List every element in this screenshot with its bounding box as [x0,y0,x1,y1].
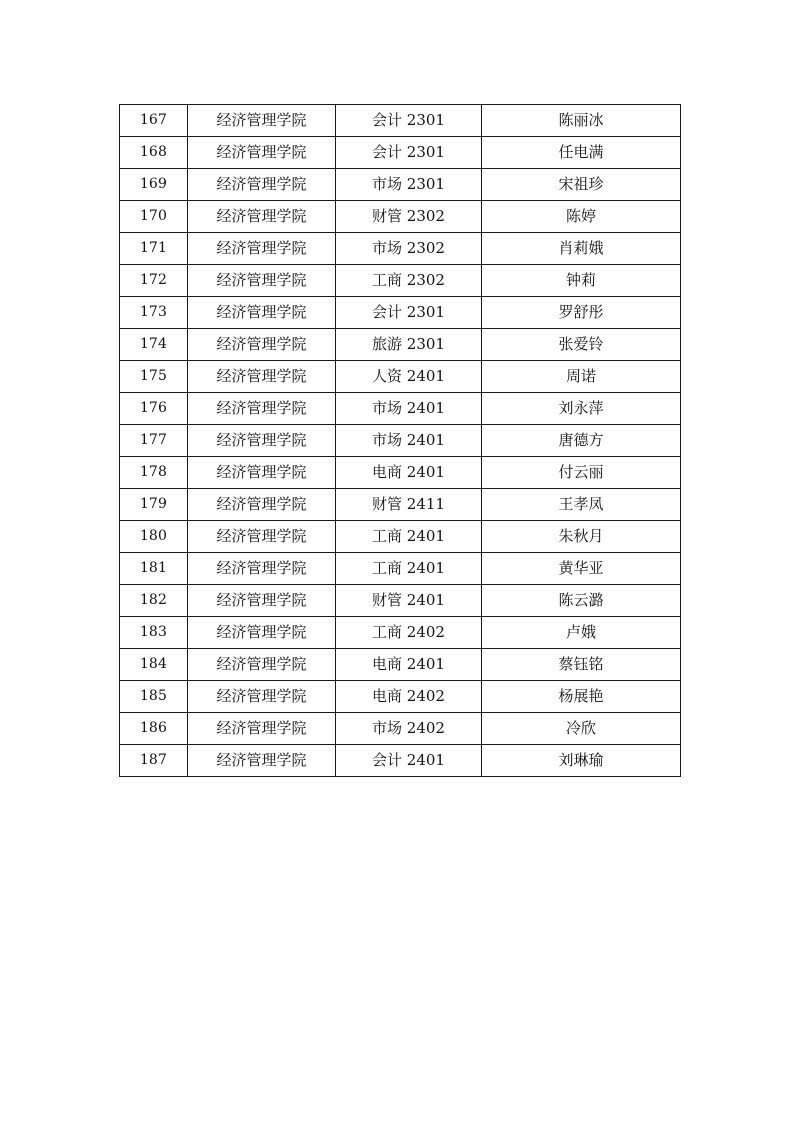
college-cell: 经济管理学院 [188,169,336,201]
row-number: 167 [120,105,188,137]
row-number: 173 [120,297,188,329]
class-cell: 会计 2301 [336,137,482,169]
student-name-cell: 宋祖珍 [482,169,681,201]
college-cell: 经济管理学院 [188,649,336,681]
row-number: 175 [120,361,188,393]
table-row [120,681,681,713]
student-name-cell: 张爱铃 [482,329,681,361]
class-cell: 电商 2401 [336,457,482,489]
table-row [120,713,681,745]
row-number: 187 [120,745,188,777]
student-name-cell: 冷欣 [482,713,681,745]
college-cell: 经济管理学院 [188,425,336,457]
college-cell: 经济管理学院 [188,489,336,521]
college-cell: 经济管理学院 [188,617,336,649]
student-name-cell: 罗舒彤 [482,297,681,329]
table-row [120,201,681,233]
class-cell: 工商 2401 [336,553,482,585]
row-number: 178 [120,457,188,489]
student-name-cell: 杨展艳 [482,681,681,713]
college-cell: 经济管理学院 [188,745,336,777]
table-row [120,265,681,297]
class-cell: 电商 2401 [336,649,482,681]
student-name-cell: 肖莉娥 [482,233,681,265]
table-row [120,361,681,393]
student-name-cell: 蔡钰铭 [482,649,681,681]
row-number: 180 [120,521,188,553]
student-name-cell: 刘琳瑜 [482,745,681,777]
student-name-cell: 朱秋月 [482,521,681,553]
table-row [120,169,681,201]
class-cell: 市场 2401 [336,393,482,425]
class-cell: 市场 2302 [336,233,482,265]
row-number: 181 [120,553,188,585]
college-cell: 经济管理学院 [188,137,336,169]
table-row [120,105,681,137]
college-cell: 经济管理学院 [188,297,336,329]
college-cell: 经济管理学院 [188,713,336,745]
table-row [120,393,681,425]
table-row [120,297,681,329]
college-cell: 经济管理学院 [188,233,336,265]
student-name-cell: 任电满 [482,137,681,169]
row-number: 179 [120,489,188,521]
table-row [120,745,681,777]
class-cell: 工商 2401 [336,521,482,553]
table-row [120,425,681,457]
class-cell: 市场 2402 [336,713,482,745]
roster-body [120,105,681,777]
row-number: 171 [120,233,188,265]
college-cell: 经济管理学院 [188,457,336,489]
student-name-cell: 黄华亚 [482,553,681,585]
class-cell: 市场 2301 [336,169,482,201]
class-cell: 财管 2401 [336,585,482,617]
class-cell: 会计 2401 [336,745,482,777]
row-number: 172 [120,265,188,297]
row-number: 182 [120,585,188,617]
college-cell: 经济管理学院 [188,393,336,425]
college-cell: 经济管理学院 [188,585,336,617]
table-row [120,617,681,649]
row-number: 169 [120,169,188,201]
college-cell: 经济管理学院 [188,329,336,361]
row-number: 183 [120,617,188,649]
table-row [120,233,681,265]
class-cell: 工商 2302 [336,265,482,297]
class-cell: 会计 2301 [336,297,482,329]
student-name-cell: 陈云潞 [482,585,681,617]
table-row [120,521,681,553]
row-number: 185 [120,681,188,713]
student-name-cell: 陈丽冰 [482,105,681,137]
class-cell: 市场 2401 [336,425,482,457]
college-cell: 经济管理学院 [188,681,336,713]
class-cell: 旅游 2301 [336,329,482,361]
class-cell: 工商 2402 [336,617,482,649]
table-row [120,553,681,585]
student-name-cell: 王孝凤 [482,489,681,521]
college-cell: 经济管理学院 [188,265,336,297]
table-row [120,329,681,361]
class-cell: 会计 2301 [336,105,482,137]
college-cell: 经济管理学院 [188,521,336,553]
college-cell: 经济管理学院 [188,105,336,137]
class-cell: 电商 2402 [336,681,482,713]
table-row [120,137,681,169]
row-number: 184 [120,649,188,681]
row-number: 170 [120,201,188,233]
row-number: 176 [120,393,188,425]
class-cell: 财管 2411 [336,489,482,521]
college-cell: 经济管理学院 [188,553,336,585]
student-name-cell: 钟莉 [482,265,681,297]
student-name-cell: 付云丽 [482,457,681,489]
table-row [120,489,681,521]
class-cell: 人资 2401 [336,361,482,393]
student-name-cell: 卢娥 [482,617,681,649]
college-cell: 经济管理学院 [188,361,336,393]
table-row [120,649,681,681]
row-number: 168 [120,137,188,169]
student-roster-table [119,104,681,777]
student-name-cell: 陈婷 [482,201,681,233]
student-name-cell: 唐德方 [482,425,681,457]
row-number: 186 [120,713,188,745]
row-number: 174 [120,329,188,361]
class-cell: 财管 2302 [336,201,482,233]
table-row [120,457,681,489]
college-cell: 经济管理学院 [188,201,336,233]
student-name-cell: 周诺 [482,361,681,393]
row-number: 177 [120,425,188,457]
student-name-cell: 刘永萍 [482,393,681,425]
table-row [120,585,681,617]
